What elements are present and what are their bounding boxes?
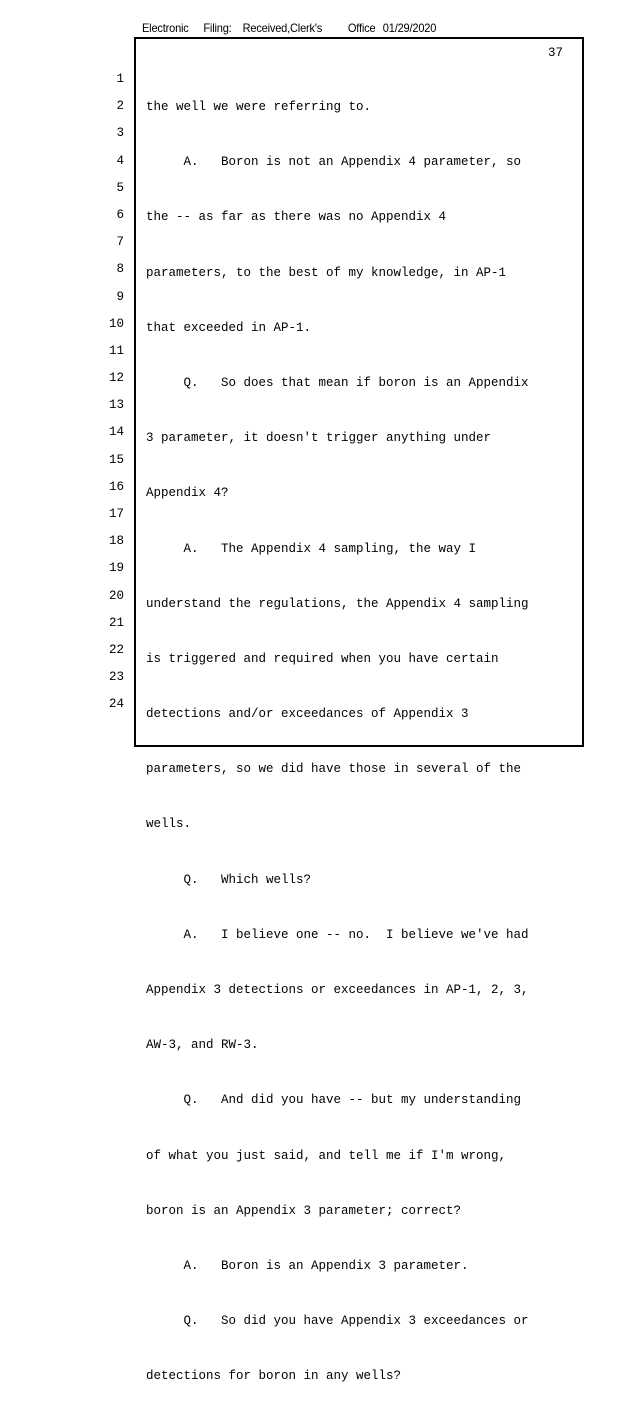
line-number: 22 [108, 642, 124, 657]
line-number: 8 [116, 262, 124, 277]
line-number: 12 [108, 371, 124, 386]
transcript-line: detections and/or exceedances of Appendix 3 [146, 707, 469, 722]
transcript-line: 3 parameter, it doesn't trigger anything under [146, 431, 492, 446]
transcript-line: Appendix 3 detections or exceedances in AP-1, 2, 3, [146, 983, 529, 997]
line-number: 7 [116, 235, 124, 250]
transcript-line: Q. So does that mean if boron is an Appendix [146, 375, 529, 390]
line-number: 21 [108, 615, 124, 630]
transcript-line: Q. Which wells? [146, 872, 312, 887]
line-number: 15 [108, 452, 124, 467]
transcript-line: Q. And did you have -- but my understanding [146, 1093, 522, 1108]
line-number: 23 [108, 670, 124, 685]
line-number: 3 [116, 126, 124, 141]
transcript-line: A. Boron is an Appendix 3 parameter. [146, 1258, 469, 1273]
transcript-line: boron is an Appendix 3 parameter; correct? [146, 1203, 462, 1218]
line-number: 16 [108, 479, 124, 494]
line-number: 20 [108, 588, 124, 603]
transcript-line: of what you just said, and tell me if I'm wrong, [146, 1148, 507, 1163]
line-number: 24 [108, 697, 124, 712]
line-number: 19 [108, 561, 124, 576]
line-number: 10 [108, 316, 124, 331]
transcript-line: is triggered and required when you have certain [146, 651, 499, 666]
transcript-line: understand the regulations, the Appendix 4 sampling [146, 596, 529, 611]
transcript-line: the -- as far as there was no Appendix 4 [146, 210, 447, 225]
line-number: 18 [108, 534, 124, 549]
transcript-line: detections for boron in any wells? [146, 1369, 402, 1384]
transcript-line: AW-3, and RW-3. [146, 1038, 259, 1053]
line-number-column [100, 70, 124, 723]
transcript-line: A. I believe one -- no. I believe we've had [146, 927, 529, 942]
filing-header [142, 21, 436, 35]
line-number: 13 [108, 398, 124, 413]
transcript-line: A. The Appendix 4 sampling, the way I [146, 541, 477, 556]
line-number: 6 [116, 207, 124, 222]
filing-header-received: Received,Clerk's [242, 21, 323, 35]
line-number: 2 [116, 99, 124, 114]
transcript-line: parameters, to the best of my knowledge, in AP-1 [146, 265, 507, 280]
line-number: 14 [108, 425, 124, 440]
line-number: 4 [116, 153, 124, 168]
filing-header-electronic: Electronic [142, 21, 189, 35]
transcript-text [146, 70, 576, 1409]
line-number: 9 [116, 289, 124, 304]
transcript-line: parameters, so we did have those in several of the [146, 762, 522, 777]
transcript-line: Appendix 4? [146, 486, 229, 501]
line-number: 1 [116, 72, 124, 86]
line-number: 11 [108, 343, 124, 358]
line-number: 17 [108, 507, 124, 521]
filing-header-office: Office [347, 21, 376, 35]
filing-header-filing: Filing: [203, 21, 232, 35]
transcript-line: the well we were referring to. [146, 100, 372, 114]
line-number: 5 [116, 180, 124, 195]
transcript-line: A. Boron is not an Appendix 4 parameter, so [146, 155, 522, 170]
transcript-line: wells. [146, 817, 192, 832]
page-number: 37 [548, 46, 564, 60]
transcript-line: Q. So did you have Appendix 3 exceedances or [146, 1314, 529, 1329]
transcript-line: that exceeded in AP-1. [146, 320, 312, 335]
filing-header-date: 01/29/2020 [382, 21, 437, 35]
